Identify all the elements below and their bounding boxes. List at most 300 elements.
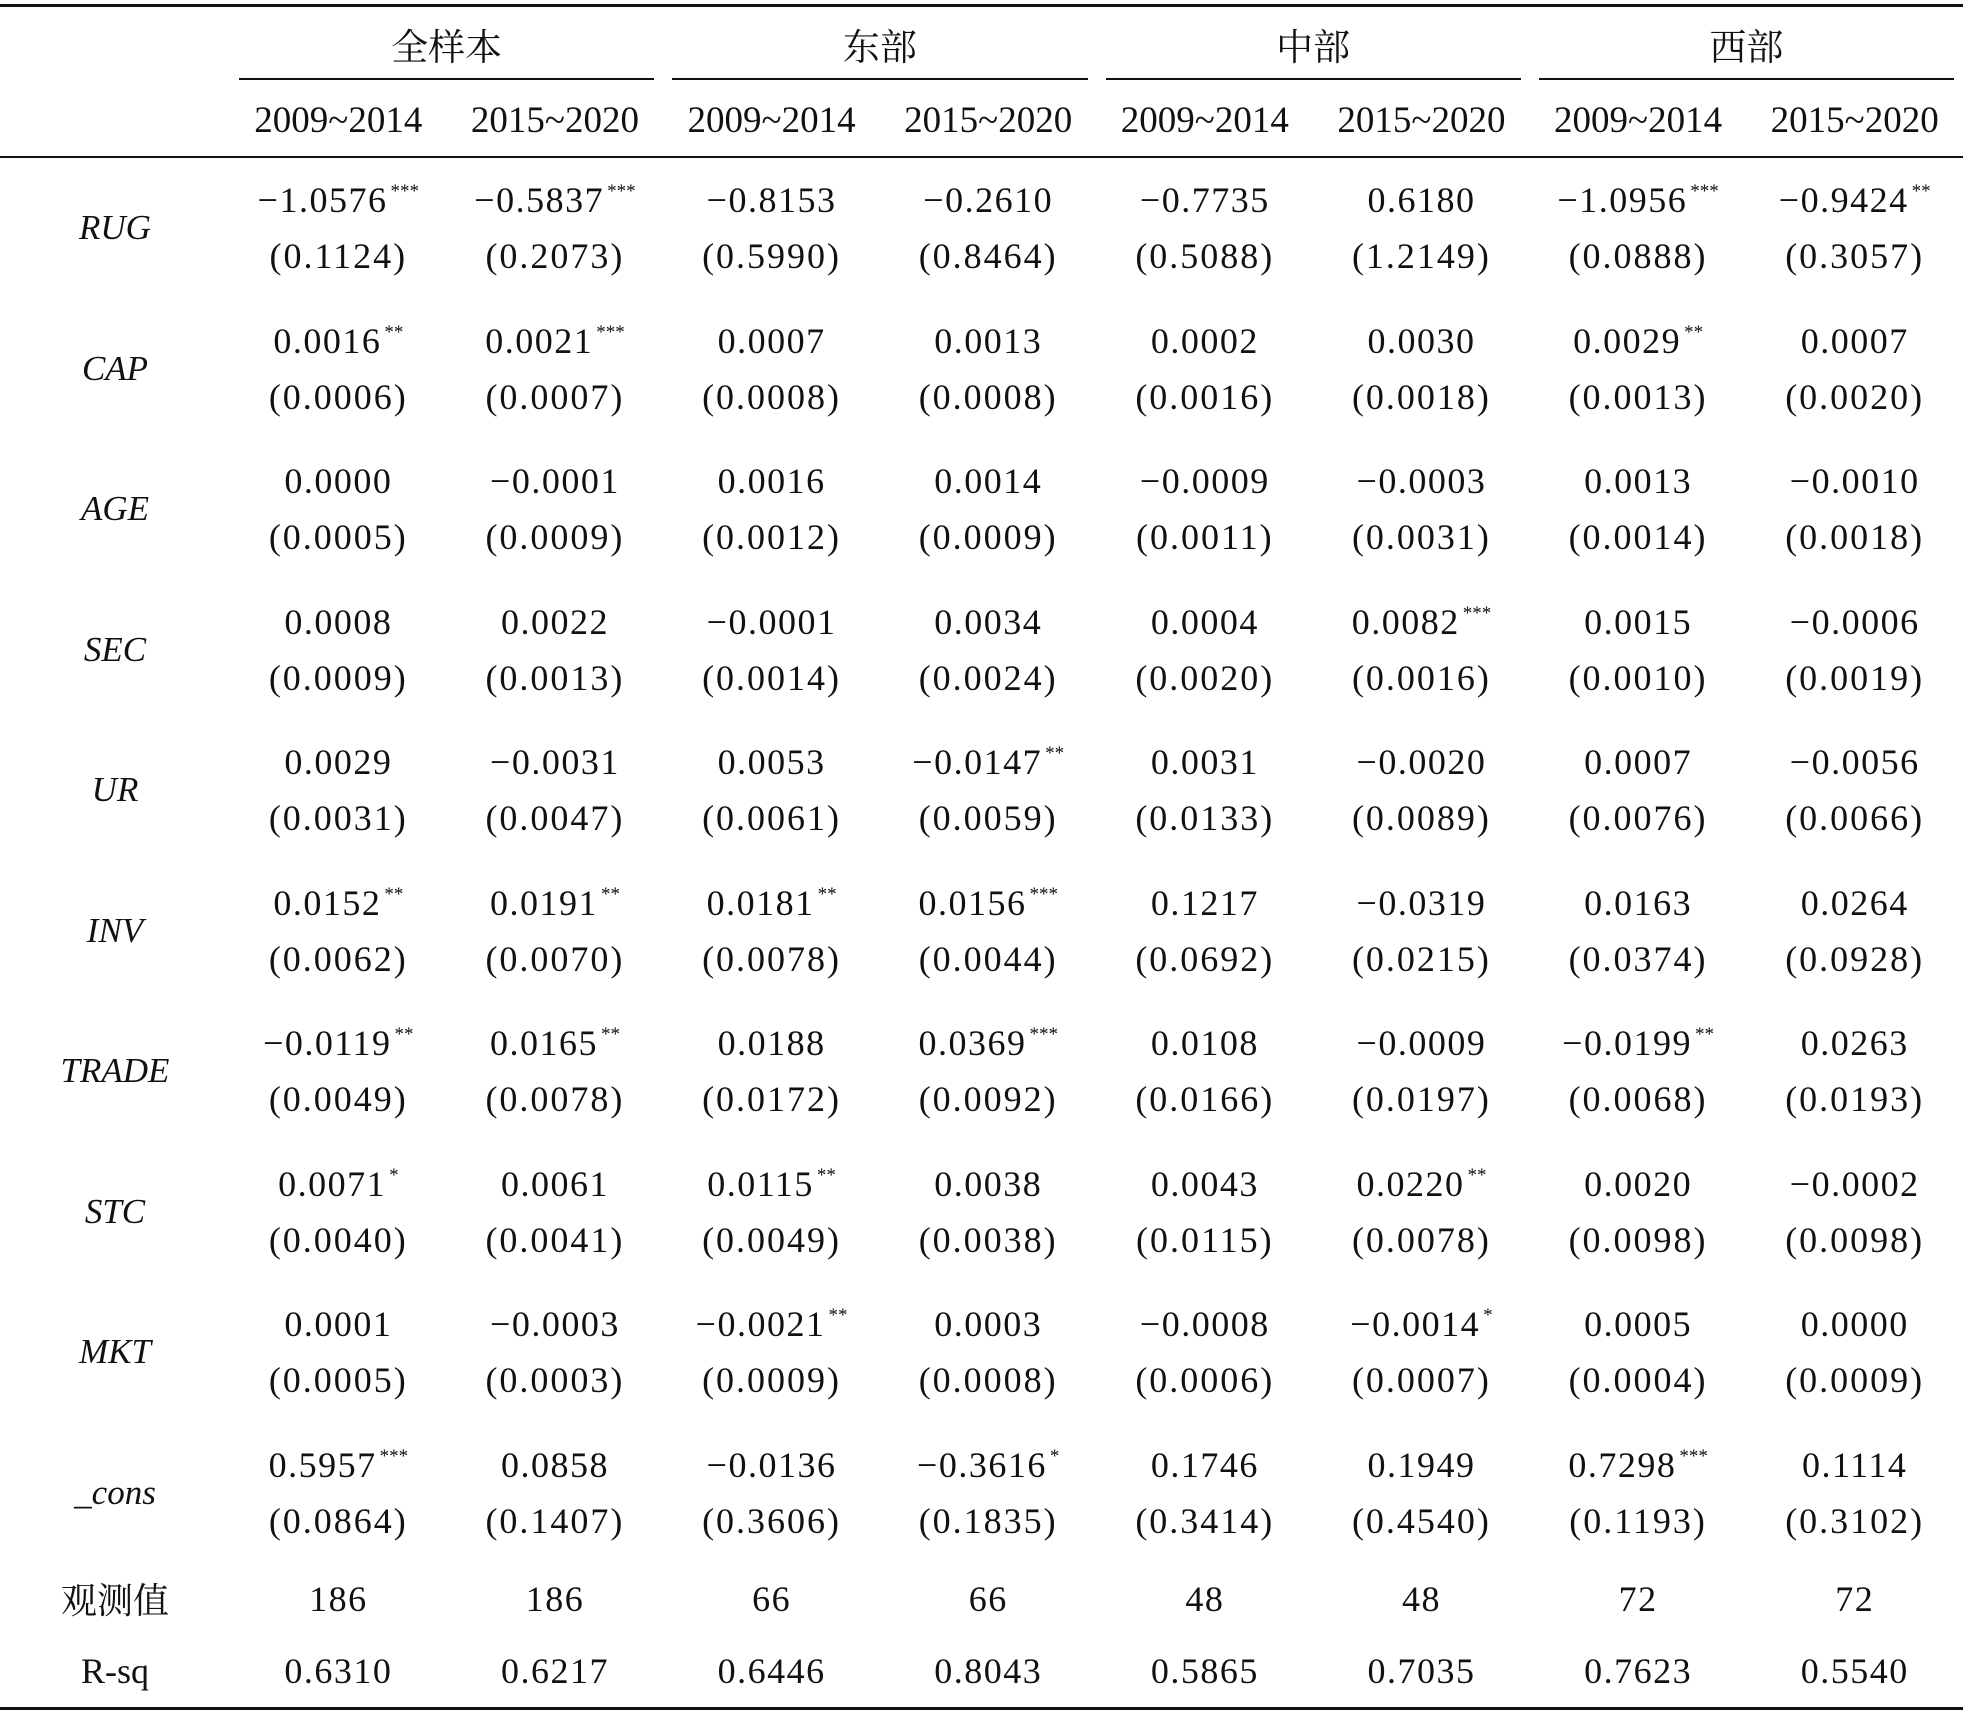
standard-error: (0.0078)	[702, 938, 842, 979]
stat-value: 186	[525, 1578, 585, 1619]
coefficient	[230, 1302, 447, 1346]
standard-error: (0.0009)	[918, 517, 1058, 557]
coefficient-value: −0.0031	[490, 742, 620, 782]
stat-value: 186	[309, 1578, 368, 1619]
standard-error: (0.0215)	[1351, 938, 1491, 979]
standard-error: (0.0078)	[1351, 1219, 1491, 1260]
standard-error: (0.3057)	[1785, 236, 1925, 276]
coefficient	[663, 740, 880, 784]
coefficient-value: 0.0013	[934, 320, 1043, 361]
standard-error: (0.0059)	[918, 798, 1058, 838]
standard-error: (0.0374)	[1568, 938, 1708, 979]
coefficient-value: 0.0016	[273, 320, 382, 361]
standard-error: (0.0193)	[1785, 1079, 1925, 1119]
coefficient-value: 0.0263	[1800, 1023, 1909, 1063]
coefficient-value: 0.0043	[1150, 1163, 1259, 1204]
table-cell	[1313, 1001, 1530, 1142]
table-cell	[230, 1282, 447, 1423]
standard-error: (0.0005)	[268, 517, 408, 557]
standard-error: (0.0009)	[1785, 1360, 1925, 1400]
coefficient	[880, 1443, 1097, 1487]
coefficient-value: −0.3616	[917, 1444, 1047, 1485]
standard-error: (0.0007)	[1351, 1360, 1491, 1400]
coefficient	[1746, 1162, 1963, 1206]
coefficient-value: 0.0007	[1800, 320, 1909, 361]
table-cell	[1313, 1142, 1530, 1283]
table-cell	[1530, 158, 1747, 299]
coefficient-value: 0.0031	[1150, 742, 1259, 782]
table-row	[0, 299, 1963, 440]
table-cell	[447, 1282, 664, 1423]
coefficient-value: 0.1949	[1367, 1444, 1476, 1485]
table-row	[0, 580, 1963, 721]
table-row	[0, 1001, 1963, 1142]
coefficient	[663, 1162, 880, 1206]
coefficient-value: 0.0165	[489, 1023, 598, 1063]
standard-error: (0.0078)	[485, 1079, 625, 1119]
standard-error: (0.0133)	[1135, 798, 1275, 838]
coefficient	[447, 319, 664, 363]
standard-error: (0.0092)	[918, 1079, 1058, 1119]
table-cell	[663, 720, 880, 861]
coefficient	[1530, 1162, 1747, 1206]
significance-stars: **	[394, 1024, 414, 1045]
coefficient-value: −0.0056	[1789, 742, 1920, 782]
table-cell	[1097, 1282, 1314, 1423]
significance-stars: **	[1045, 743, 1065, 764]
period-header-row	[0, 80, 1963, 156]
coefficient-value: −0.8153	[706, 180, 837, 220]
coefficient-value: 0.0115	[707, 1163, 814, 1204]
standard-error: (0.0070)	[485, 938, 625, 979]
coefficient	[230, 1162, 447, 1206]
coefficient-value: −0.0001	[490, 461, 620, 501]
coefficient-value: 0.0369	[918, 1023, 1027, 1063]
table-cell	[230, 439, 447, 580]
coefficient	[1313, 1443, 1530, 1487]
significance-stars: **	[600, 883, 620, 905]
table-cell	[1530, 1001, 1747, 1142]
coefficient-value: −0.2610	[923, 180, 1054, 220]
table-cell	[1746, 580, 1963, 721]
coefficient-value: −0.0319	[1356, 882, 1487, 923]
coefficient-value: 0.1746	[1150, 1444, 1259, 1485]
standard-error: (0.0009)	[485, 517, 625, 557]
coefficient-value: 0.1114	[1802, 1444, 1908, 1485]
significance-stars: **	[828, 1305, 848, 1326]
coefficient-value: −0.0002	[1789, 1163, 1920, 1204]
coefficient-value: 0.0016	[717, 461, 826, 501]
table-cell	[1097, 1423, 1314, 1564]
table-cell	[1746, 720, 1963, 861]
table-cell	[1097, 439, 1314, 580]
period-header: 2009~2014	[687, 99, 856, 141]
table-cell	[1313, 720, 1530, 861]
coefficient	[880, 740, 1097, 784]
coefficient	[663, 881, 880, 925]
table-cell	[1746, 861, 1963, 1002]
stat-value: 72	[1835, 1578, 1875, 1619]
coefficient	[1313, 1302, 1530, 1346]
standard-error: (0.0008)	[918, 376, 1058, 417]
standard-error: (0.0012)	[702, 517, 842, 557]
table-cell	[1530, 1282, 1747, 1423]
table-cell	[880, 1282, 1097, 1423]
table-cell	[1097, 1142, 1314, 1283]
coefficient	[230, 178, 447, 222]
significance-stars: ***	[379, 1445, 409, 1467]
stat-value: 0.6217	[500, 1650, 609, 1691]
standard-error: (0.0014)	[1568, 517, 1708, 557]
coefficient	[1746, 600, 1963, 644]
table-cell	[880, 1142, 1097, 1283]
coefficient-value: 0.0061	[500, 1163, 609, 1204]
coefficient	[880, 1021, 1097, 1065]
coefficient-value: −0.0119	[263, 1023, 392, 1063]
table-cell	[1313, 158, 1530, 299]
period-header: 2009~2014	[1554, 99, 1723, 141]
stat-value: 48	[1401, 1578, 1441, 1619]
table-cell	[1313, 439, 1530, 580]
coefficient-value: 0.0156	[918, 882, 1027, 923]
table-cell	[230, 861, 447, 1002]
table-cell	[880, 439, 1097, 580]
coefficient-value: 0.0034	[934, 601, 1043, 642]
coefficient-value: 0.0152	[273, 882, 382, 923]
period-header: 2015~2020	[1770, 99, 1939, 141]
coefficient-value: 0.0015	[1584, 601, 1693, 642]
coefficient	[1746, 740, 1963, 784]
standard-error: (0.0197)	[1351, 1079, 1491, 1119]
bottom-rule	[0, 1707, 1963, 1710]
row-label: INV	[86, 910, 144, 950]
coefficient-value: −0.5837	[474, 180, 605, 220]
stat-value: 72	[1618, 1578, 1658, 1619]
coefficient-value: −0.0009	[1356, 1023, 1487, 1063]
table-cell	[447, 439, 664, 580]
table-cell	[1097, 1001, 1314, 1142]
coefficient-value: 0.0003	[934, 1304, 1043, 1344]
table-cell	[1097, 720, 1314, 861]
stat-value: 0.7035	[1367, 1650, 1476, 1691]
coefficient	[1097, 1443, 1314, 1487]
row-label: UR	[91, 770, 139, 810]
group-label: 东部	[842, 27, 917, 69]
stat-value: 0.6310	[284, 1650, 393, 1691]
coefficient	[230, 881, 447, 925]
table-cell	[447, 1423, 664, 1564]
coefficient	[1530, 459, 1747, 503]
group-header-east	[663, 7, 1096, 80]
standard-error: (0.0011)	[1135, 517, 1274, 557]
coefficient-value: −0.0147	[912, 742, 1043, 782]
coefficient-value: 0.0001	[284, 1304, 393, 1344]
coefficient-value: −0.0001	[706, 601, 837, 642]
table-cell	[230, 1142, 447, 1283]
table-cell	[1097, 299, 1314, 440]
standard-error: (0.3102)	[1785, 1500, 1925, 1541]
standard-error: (0.0008)	[918, 1360, 1058, 1400]
table-cell	[1746, 439, 1963, 580]
coefficient	[1746, 1302, 1963, 1346]
table-cell	[663, 299, 880, 440]
standard-error: (0.5990)	[702, 236, 842, 276]
coefficient	[663, 459, 880, 503]
standard-error: (0.1407)	[485, 1500, 625, 1541]
coefficient-value: 0.0014	[934, 461, 1043, 501]
standard-error: (0.0005)	[268, 1360, 408, 1400]
coefficient	[1313, 1162, 1530, 1206]
coefficient	[1746, 459, 1963, 503]
coefficient	[880, 459, 1097, 503]
coefficient	[1313, 319, 1530, 363]
period-header: 2009~2014	[254, 99, 423, 141]
table-cell	[1746, 299, 1963, 440]
table-cell	[663, 1001, 880, 1142]
standard-error: (0.0066)	[1785, 798, 1925, 838]
coefficient	[1097, 178, 1314, 222]
period-header: 2015~2020	[470, 99, 639, 141]
group-header-central	[1097, 7, 1530, 80]
table-cell	[1746, 158, 1963, 299]
coefficient	[447, 600, 664, 644]
coefficient-value: 0.0002	[1150, 320, 1259, 361]
coefficient	[663, 319, 880, 363]
table-cell	[230, 1001, 447, 1142]
table-cell	[663, 1142, 880, 1283]
coefficient	[880, 319, 1097, 363]
standard-error: (0.2073)	[485, 236, 625, 276]
table-cell	[230, 580, 447, 721]
standard-error: (0.0007)	[485, 376, 625, 417]
significance-stars: **	[384, 883, 404, 905]
table-cell	[880, 1001, 1097, 1142]
standard-error: (0.0928)	[1785, 938, 1925, 979]
coefficient	[880, 881, 1097, 925]
coefficient-value: 0.0071	[278, 1163, 387, 1204]
coefficient-value: 0.0029	[1573, 320, 1682, 361]
table-cell	[1530, 299, 1747, 440]
coefficient	[447, 459, 664, 503]
coefficient-value: −0.0010	[1789, 461, 1920, 501]
coefficient-value: 0.1217	[1150, 882, 1259, 923]
table-cell	[880, 158, 1097, 299]
coefficient	[447, 1021, 664, 1065]
table-cell	[1530, 1423, 1747, 1564]
table-cell	[447, 158, 664, 299]
coefficient	[1097, 1162, 1314, 1206]
coefficient-value: 0.0053	[717, 742, 826, 782]
standard-error: (0.0062)	[268, 938, 408, 979]
standard-error: (0.0044)	[918, 938, 1058, 979]
significance-stars: *	[1049, 1445, 1060, 1467]
coefficient	[1530, 881, 1747, 925]
coefficient	[1530, 1021, 1747, 1065]
standard-error: (0.0006)	[268, 376, 408, 417]
standard-error: (0.0018)	[1785, 517, 1925, 557]
table-cell	[447, 299, 664, 440]
table-cell	[663, 1282, 880, 1423]
coefficient-value: −0.7735	[1139, 180, 1270, 220]
table-cell	[663, 439, 880, 580]
coefficient	[447, 1302, 664, 1346]
table-cell	[1530, 580, 1747, 721]
standard-error: (0.0019)	[1785, 657, 1925, 698]
row-label: TRADE	[60, 1051, 170, 1091]
coefficient-value: −0.0199	[1562, 1023, 1692, 1063]
coefficient	[663, 1302, 880, 1346]
coefficient-value: 0.5957	[268, 1444, 377, 1485]
table-cell	[447, 1001, 664, 1142]
table-cell	[230, 720, 447, 861]
coefficient-value: −0.0008	[1139, 1304, 1270, 1344]
coefficient-value: −0.0003	[1356, 461, 1487, 501]
significance-stars: ***	[390, 181, 419, 202]
coefficient	[230, 459, 447, 503]
coefficient	[663, 1443, 880, 1487]
coefficient-value: −0.0003	[490, 1304, 620, 1344]
group-header-west	[1530, 7, 1963, 80]
coefficient	[447, 740, 664, 784]
coefficient-value: 0.0008	[284, 601, 393, 642]
table-row	[0, 1423, 1963, 1564]
table-cell	[880, 861, 1097, 1002]
coefficient	[1097, 1021, 1314, 1065]
standard-error: (1.2149)	[1351, 236, 1491, 276]
table-cell	[663, 158, 880, 299]
coefficient	[1530, 740, 1747, 784]
stat-value: 66	[968, 1578, 1008, 1619]
significance-stars: ***	[1679, 1445, 1708, 1467]
period-header: 2009~2014	[1120, 99, 1289, 141]
coefficient	[1530, 1302, 1747, 1346]
significance-stars: ***	[1029, 1024, 1058, 1045]
coefficient	[447, 178, 664, 222]
stat-value: 0.6446	[717, 1650, 826, 1691]
header-corner	[0, 7, 230, 80]
table-cell	[1746, 1001, 1963, 1142]
significance-stars: ***	[596, 321, 625, 343]
stat-value: 0.8043	[934, 1650, 1043, 1691]
table-row	[0, 439, 1963, 580]
significance-stars: *	[389, 1164, 399, 1186]
coefficient	[880, 1162, 1097, 1206]
table-cell	[1313, 1282, 1530, 1423]
table-cell	[447, 720, 664, 861]
coefficient-value: 0.0082	[1351, 601, 1460, 642]
coefficient-value: 0.0020	[1584, 1163, 1693, 1204]
table-cell	[1097, 580, 1314, 721]
coefficient	[1530, 600, 1747, 644]
standard-error: (0.0049)	[702, 1219, 842, 1260]
group-label: 全样本	[391, 27, 503, 69]
significance-stars: ***	[1462, 602, 1492, 624]
standard-error: (0.0009)	[702, 1360, 842, 1400]
standard-error: (0.0010)	[1568, 657, 1708, 698]
group-header-row	[0, 7, 1963, 80]
coefficient	[880, 1302, 1097, 1346]
header-corner	[0, 80, 230, 156]
standard-error: (0.0016)	[1351, 657, 1491, 698]
significance-stars: **	[384, 321, 404, 343]
standard-error: (0.0008)	[702, 376, 842, 417]
stat-value: 0.5865	[1150, 1650, 1259, 1691]
row-label: _cons	[74, 1472, 156, 1512]
standard-error: (0.0061)	[702, 798, 842, 838]
coefficient-value: 0.0000	[284, 461, 393, 501]
coefficient-value: 0.0108	[1150, 1023, 1259, 1063]
table-cell	[447, 861, 664, 1002]
coefficient-value: −0.0006	[1789, 601, 1920, 642]
coefficient-value: 0.0163	[1584, 882, 1693, 923]
coefficient	[1746, 1021, 1963, 1065]
standard-error: (0.0018)	[1351, 376, 1491, 417]
table-cell	[1313, 861, 1530, 1002]
coefficient	[1097, 740, 1314, 784]
coefficient	[1097, 600, 1314, 644]
standard-error: (0.0041)	[485, 1219, 625, 1260]
standard-error: (0.0076)	[1568, 798, 1708, 838]
coefficient-value: 0.0220	[1356, 1163, 1465, 1204]
table-cell	[1313, 1423, 1530, 1564]
standard-error: (0.0089)	[1351, 798, 1491, 838]
coefficient-value: −0.0021	[695, 1304, 826, 1344]
coefficient	[230, 740, 447, 784]
coefficient-value: 0.0029	[284, 742, 393, 782]
coefficient	[230, 1021, 447, 1065]
table-cell	[447, 580, 664, 721]
standard-error: (0.1193)	[1569, 1500, 1707, 1541]
standard-error: (0.0014)	[702, 657, 842, 698]
row-label: 观测值	[60, 1581, 169, 1621]
standard-error: (0.1124)	[269, 236, 408, 276]
group-label: 西部	[1709, 27, 1784, 69]
standard-error: (0.0020)	[1785, 376, 1925, 417]
coefficient	[447, 1162, 664, 1206]
table-cell	[1313, 580, 1530, 721]
table-cell	[230, 299, 447, 440]
standard-error: (0.0031)	[268, 798, 408, 838]
coefficient-value: 0.0022	[500, 601, 609, 642]
coefficient	[1313, 1021, 1530, 1065]
table-cell	[663, 1423, 880, 1564]
standard-error: (0.8464)	[918, 236, 1058, 276]
standard-error: (0.0020)	[1135, 657, 1275, 698]
coefficient	[1746, 1443, 1963, 1487]
standard-error: (0.0049)	[268, 1079, 408, 1119]
standard-error: (0.0098)	[1568, 1219, 1708, 1260]
standard-error: (0.0024)	[918, 657, 1058, 698]
coefficient-value: 0.0191	[489, 882, 598, 923]
row-label: SEC	[83, 629, 147, 669]
standard-error: (0.0003)	[485, 1360, 625, 1400]
standard-error: (0.0013)	[485, 657, 625, 698]
standard-error: (0.0006)	[1135, 1360, 1275, 1400]
coefficient	[1097, 459, 1314, 503]
coefficient	[1097, 1302, 1314, 1346]
table-cell	[663, 861, 880, 1002]
coefficient	[663, 600, 880, 644]
standard-error: (0.5088)	[1135, 236, 1275, 276]
table-cell	[1746, 1423, 1963, 1564]
standard-error: (0.0172)	[702, 1079, 842, 1119]
coefficient	[1313, 600, 1530, 644]
coefficient-value: 0.0021	[485, 320, 594, 361]
coefficient-value: −0.9424	[1778, 180, 1909, 220]
coefficient-value: −0.0136	[706, 1444, 837, 1485]
coefficient	[663, 178, 880, 222]
standard-error: (0.0004)	[1568, 1360, 1708, 1400]
